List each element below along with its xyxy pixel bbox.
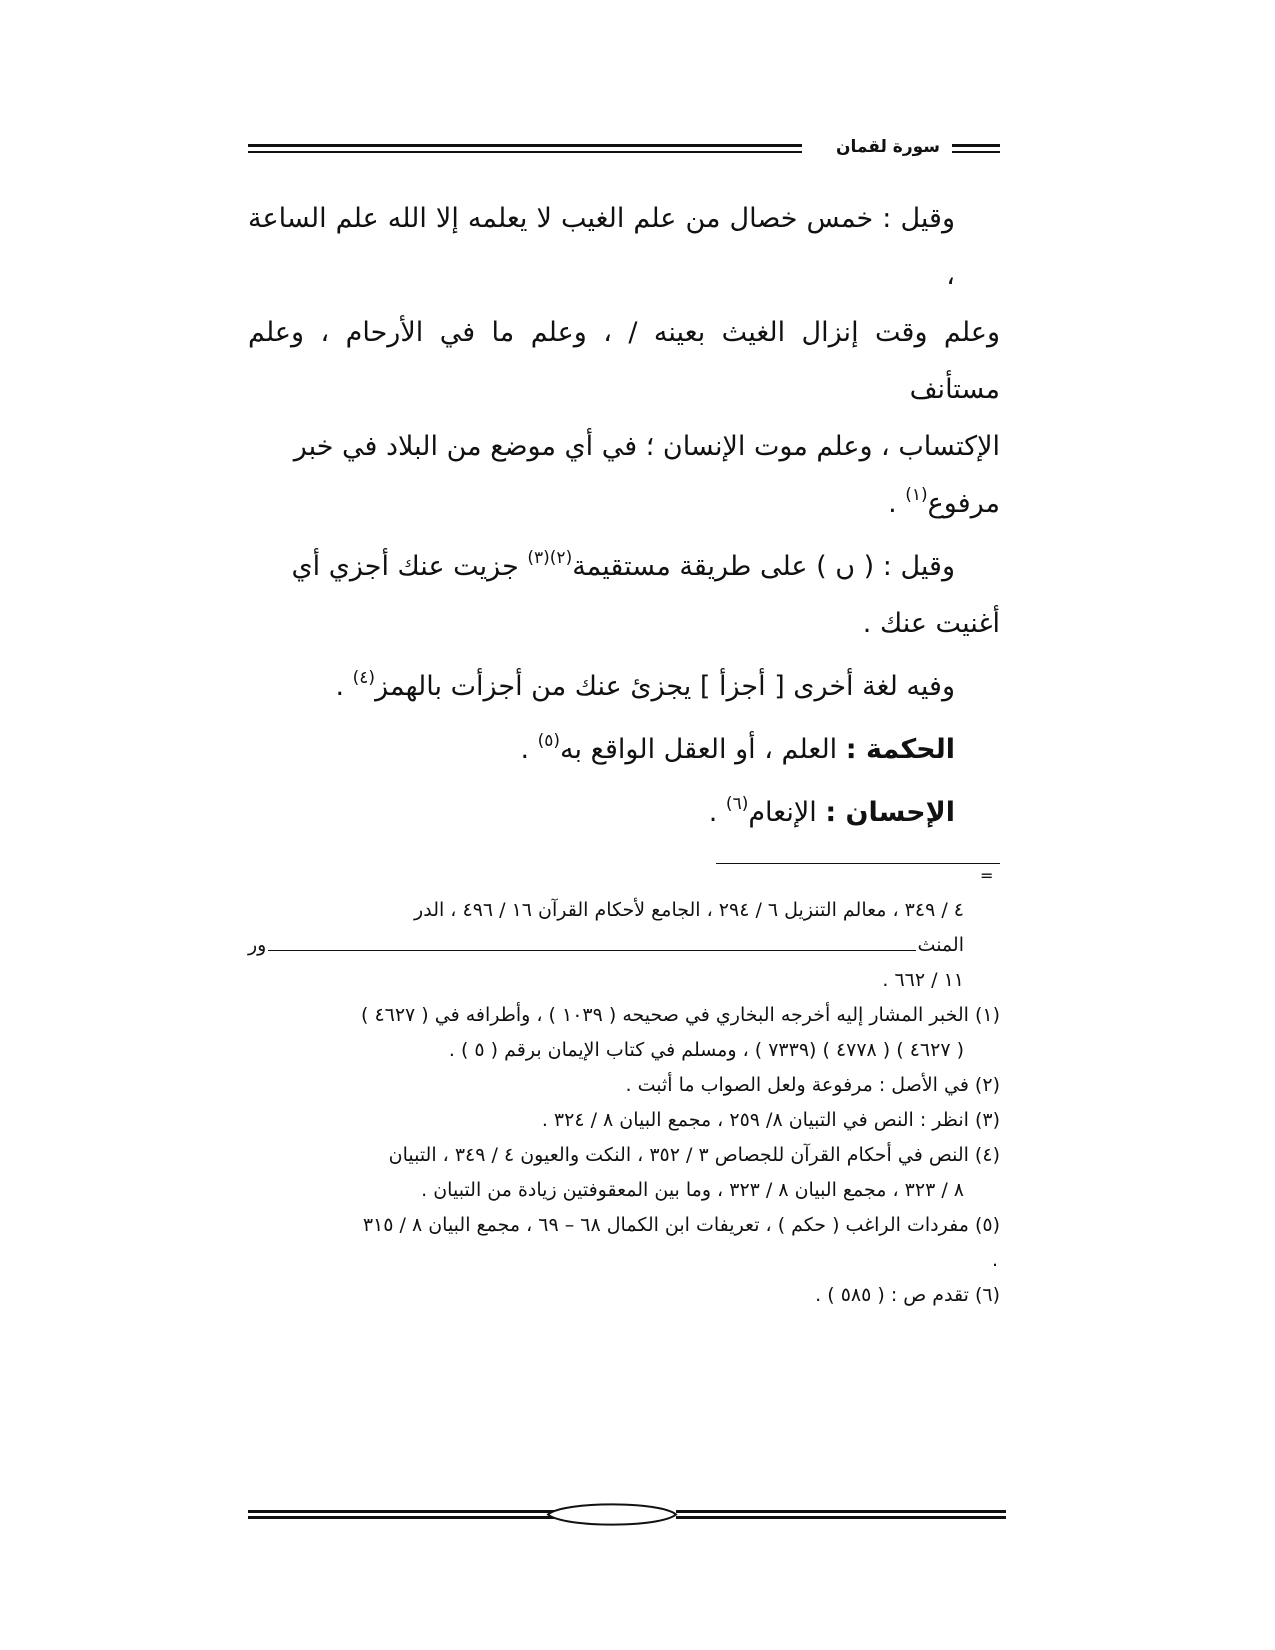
footnote-2: (٢) في الأصل : مرفوعة ولعل الصواب ما أثبت .: [625, 1074, 1000, 1096]
footnote-ref-5[interactable]: (٥): [537, 731, 561, 751]
paragraph-1-line-2: وعلم وقت إنزال الغيث بعينه / ، وعلم ما في الأرحام ، وعلم مستأنف: [248, 317, 1000, 405]
footnote-continued-line-3: ١١ / ٦٦٢ .: [882, 969, 964, 991]
footnote-1-line-1: (١) الخبر المشار إليه أخرجه البخاري في صحيحه ( ١٠٣٩ ) ، وأطرافه في ( ٤٦٢٧ ): [360, 1004, 1000, 1026]
footnote-1-line-2: ( ٤٦٢٧ ) ( ٤٧٧٨ ) (٧٣٣٩ ) ، ومسلم في كتاب الإيمان برقم ( ٥ ) .: [448, 1039, 964, 1061]
main-text: [248, 190, 1000, 841]
footnote-continued-line-1: ٤ / ٣٤٩ ، معالم التنزيل ٦ / ٢٩٤ ، الجامع لأحكام القرآن ١٦ / ٤٩٦ ، الدر: [414, 899, 964, 921]
page-header: [248, 132, 1000, 168]
term-hikma: الحكمة :: [845, 734, 955, 765]
footnote-3: (٣) انظر : النص في التبيان ٨/ ٢٥٩ ، مجمع البيان ٨ / ٣٢٤ .: [541, 1109, 1000, 1131]
header-rule-long: [248, 144, 802, 153]
paragraph-2-line-1: وقيل : ( ں ) على طريقة مستقيمة$^{(٢)(٣)}$ جزيت عنك أجزي أي: [291, 548, 955, 582]
surah-title: سورة لقمان: [835, 137, 940, 157]
end-dot: .: [888, 488, 906, 519]
footnotes: [248, 893, 1000, 1313]
footnote-6: (٦) تقدم ص : ( ٥٨٥ ) .: [815, 1284, 1000, 1306]
footnote-ref-4[interactable]: (٤): [352, 668, 376, 688]
footnote-ref-2[interactable]: (٢): [549, 548, 573, 568]
continuation-mark: =: [980, 866, 994, 885]
kashida-stretch: [268, 950, 915, 951]
footnote-4-line-2: ٨ / ٣٢٣ ، مجمع البيان ٨ / ٣٢٣ ، وما بين المعقوفتين زيادة من التبيان .: [421, 1179, 964, 1201]
footnote-ref-1[interactable]: (١): [905, 485, 928, 505]
paragraph-ihsan: الإحسان : الإنعام$^{(٦)}$ .: [708, 794, 955, 828]
paragraph-hikma: الحكمة : العلم ، أو العقل الواقع به$^{(٥)}$ .: [520, 731, 955, 765]
paragraph-1-line-3: الإكتساب ، وعلم موت الإنسان ؛ في أي موضع من البلاد في خبر: [293, 431, 1000, 462]
paragraph-1-line-4: [248, 475, 1000, 532]
footnote-continued-line-2: المنث ور: [248, 934, 964, 956]
footnote-4-line-1: (٤) النص في أحكام القرآن للجصاص ٣ / ٣٥٢ ، النكت والعيون ٤ / ٣٤٩ ، التبيان: [388, 1144, 1000, 1166]
header-rule-short: [952, 144, 1000, 153]
footnote-5-line-1: (٥) مفردات الراغب ( حكم ) ، تعريفات ابن الكمال ٦٨ – ٦٩ ، مجمع البيان ٨ / ٣١٥: [362, 1214, 1000, 1236]
paragraph-3: وفيه لغة أخرى [ أجزأ ] يجزئ عنك من أجزأت بالهمز$^{(٤)}$ .: [335, 668, 955, 702]
bottom-ornament: [248, 1500, 1006, 1530]
footnote-5-line-2: .: [991, 1249, 998, 1271]
footnote-ref-3[interactable]: (٣): [527, 548, 550, 568]
footnote-separator: [716, 863, 1000, 864]
footnote-ref-6[interactable]: (٦): [725, 794, 749, 814]
word-marfu: مرفوع: [927, 488, 1000, 519]
term-ihsan: الإحسان :: [825, 797, 955, 828]
paragraph-1-line-1: وقيل : خمس خصال من علم الغيب لا يعلمه إلا الله علم الساعة ،: [248, 203, 955, 291]
paragraph-2-line-2: أغنيت عنك .: [862, 608, 1000, 639]
